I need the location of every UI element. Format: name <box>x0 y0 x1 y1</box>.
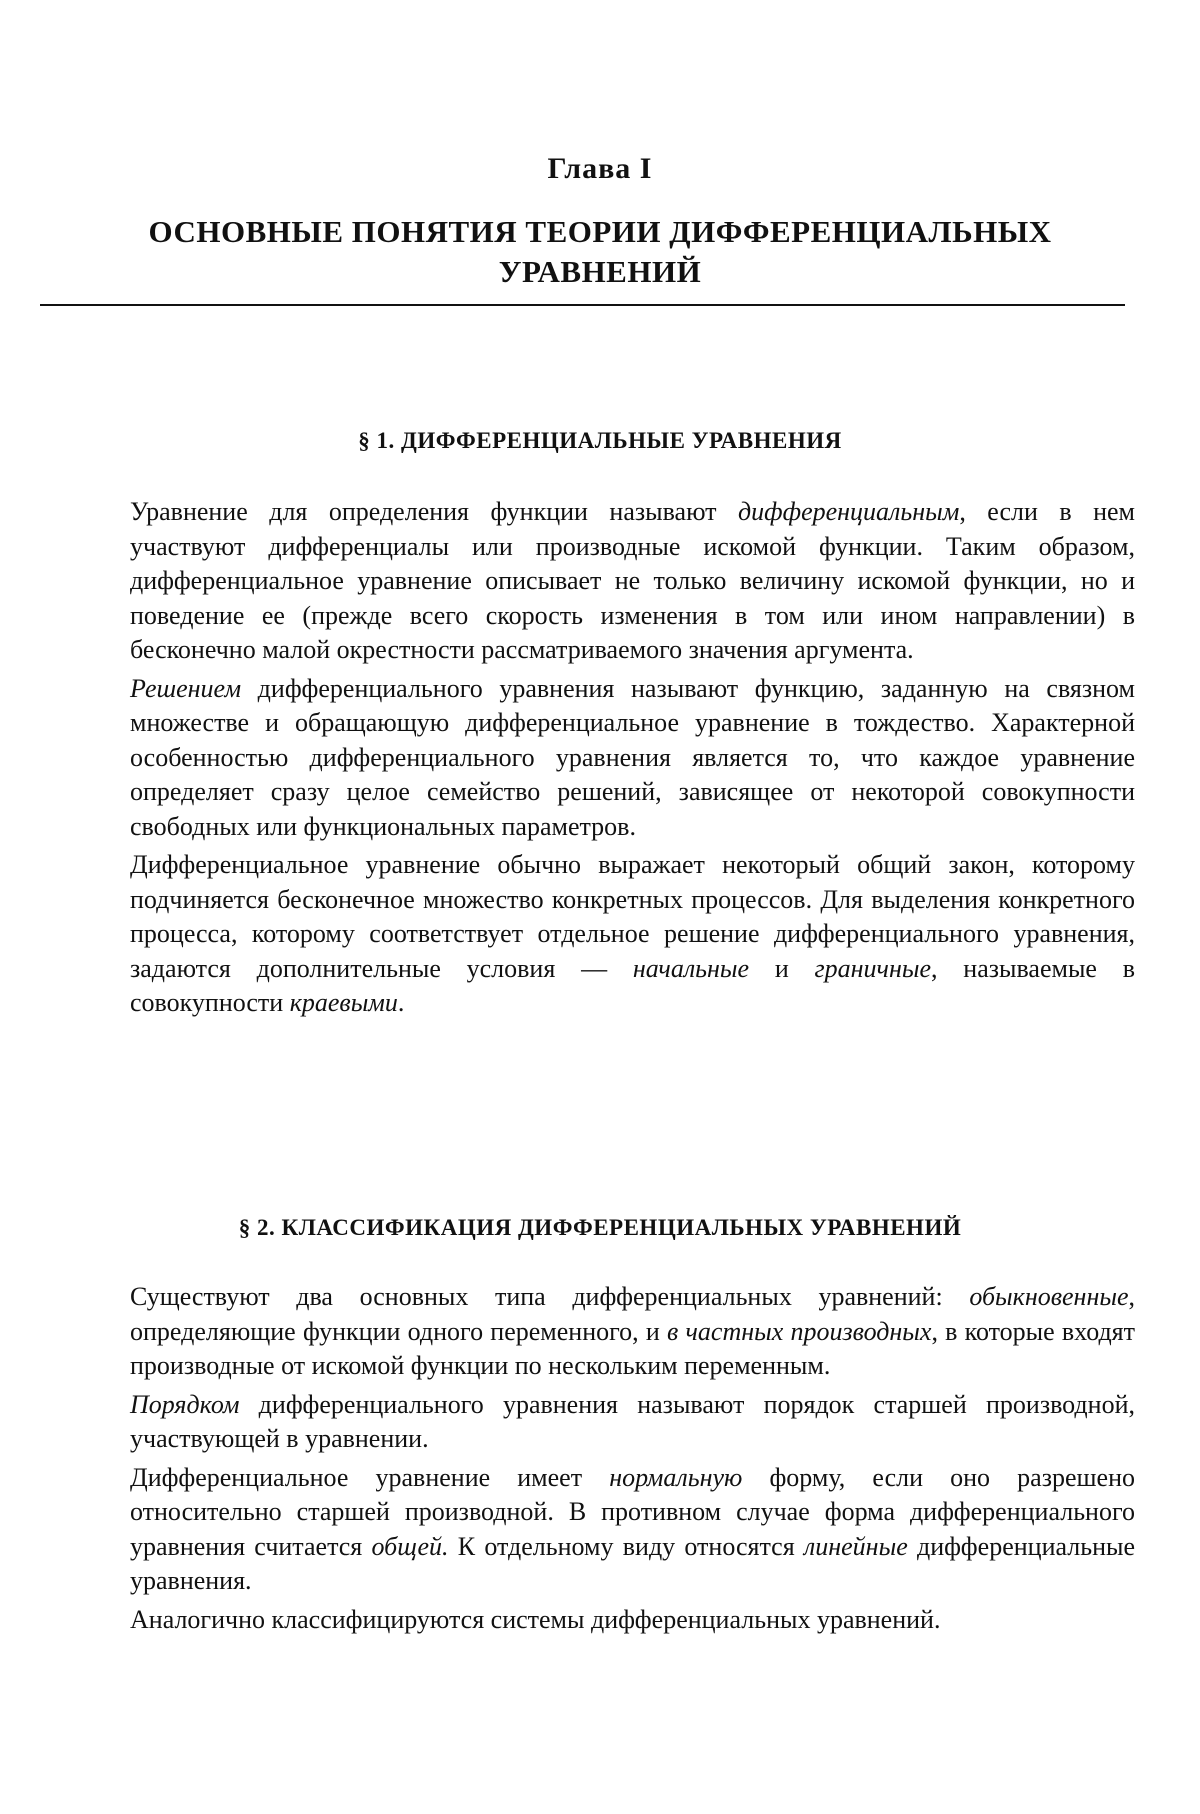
text-run: дифференциальные уравнения. <box>130 1531 1135 1595</box>
text-run: , если в нем участвуют дифференциалы или производные искомой функции. Таким образом, дифференциальное уравнение описывает не только величину искомой функции, но и поведение ее (прежде всего скорость изменения в том или ином направлении) в бесконечно малой окрестности рассматриваемого значения аргумента. <box>130 497 1135 664</box>
chapter-title <box>60 212 1140 292</box>
italic-term: граничные <box>814 953 932 983</box>
chapter-title-line2: УРАВНЕНИЙ <box>498 254 702 289</box>
section2-paragraph-1 <box>130 1280 1135 1384</box>
italic-term: общей. <box>371 1531 449 1561</box>
italic-term: линейные <box>803 1531 908 1561</box>
section1-paragraph-1 <box>130 495 1135 668</box>
italic-term: начальные <box>632 953 750 983</box>
italic-term: Решением <box>130 673 242 703</box>
text-run: и <box>749 953 815 983</box>
section1-paragraph-2 <box>130 672 1135 845</box>
italic-term: в частных производных <box>667 1316 932 1346</box>
text-run: дифференциального уравнения называют функцию, заданную на связном множестве и обращающую дифференциальное уравнение в тождество. Характерной особенностью дифференциального уравнения является то, что каждое уравнение определяет сразу целое семейство решений, зависящее от некоторой совокупности свободных или функциональных параметров. <box>130 673 1135 841</box>
text-run: Дифференциальное уравнение имеет <box>130 1462 610 1492</box>
italic-term: дифференциальным <box>738 497 960 526</box>
text-run: , в которые входят производные от искомой функции по нескольким переменным. <box>130 1316 1135 1380</box>
italic-term: Порядком <box>130 1389 240 1419</box>
chapter-label: Глава I <box>547 152 653 185</box>
section2-title: § 2. КЛАССИФИКАЦИЯ ДИФФЕРЕНЦИАЛЬНЫХ УРАВНЕНИЙ <box>238 1215 962 1240</box>
italic-term: нормальную <box>609 1462 743 1492</box>
text-run: Уравнение для определения функции называют <box>130 497 738 526</box>
section2-body <box>130 1280 1135 1641</box>
text-run: , называемые в совокупности <box>130 953 1136 1017</box>
text-run: Существуют два основных типа дифференциальных уравнений: <box>130 1282 970 1311</box>
section2-paragraph-4 <box>130 1603 1135 1638</box>
section2-paragraph-3 <box>130 1461 1135 1599</box>
section2-paragraph-2 <box>130 1388 1135 1457</box>
text-run: дифференциального уравнения называют порядок старшей производной, участвующей в уравнении. <box>130 1389 1135 1453</box>
section1-paragraph-3 <box>130 848 1135 1021</box>
italic-term: краевыми <box>289 988 398 1017</box>
text-run: . <box>397 988 405 1017</box>
section1-body <box>130 495 1135 1025</box>
italic-term: обыкновенные <box>969 1282 1129 1311</box>
chapter-title-line1: ОСНОВНЫЕ ПОНЯТИЯ ТЕОРИИ ДИФФЕРЕНЦИАЛЬНЫХ <box>148 214 1052 249</box>
chapter-divider <box>40 304 1125 306</box>
text-run: Аналогично классифицируются системы дифференциальных уравнений. <box>130 1604 941 1634</box>
section1-title: § 1. ДИФФЕРЕНЦИАЛЬНЫЕ УРАВНЕНИЯ <box>358 428 842 453</box>
text-run: форму, если оно разрешено относительно старшей производной. В противном случае форма дифференциального уравнения считается <box>130 1462 1135 1561</box>
text-run: , определяющие функции одного переменного, и <box>130 1282 1135 1346</box>
text-run: Дифференциальное уравнение обычно выражает некоторый общий закон, которому подчиняется бесконечное множество конкретных процессов. Для выделения конкретного процесса, которому соответствует отдельное решение дифференциального уравнения, задаются дополнительные условия — <box>130 850 1135 983</box>
text-run: К отдельному виду относятся <box>448 1531 804 1561</box>
